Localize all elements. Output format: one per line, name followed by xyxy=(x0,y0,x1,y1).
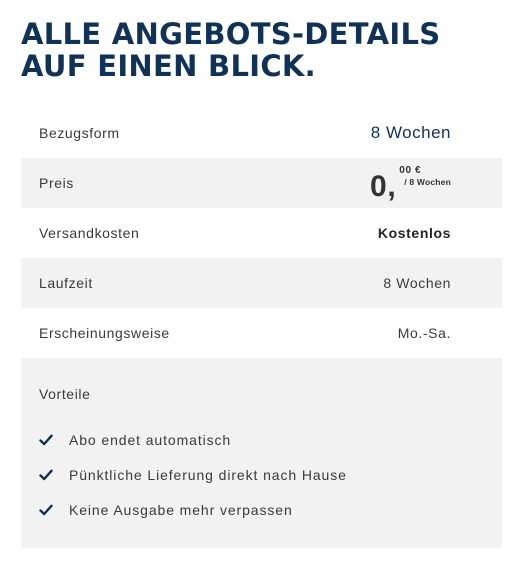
price-period: / 8 Wochen xyxy=(404,177,451,187)
checkmark-icon xyxy=(39,503,53,517)
checkmark-icon xyxy=(39,468,53,482)
detail-row-preis xyxy=(21,158,502,208)
benefit-text: Abo endet automatisch xyxy=(69,431,232,448)
detail-label: Bezugsform xyxy=(39,125,120,141)
benefit-item xyxy=(39,492,484,527)
detail-row-erscheinungsweise xyxy=(21,308,502,358)
benefits-section xyxy=(21,358,502,527)
benefit-item xyxy=(39,457,484,492)
price-value xyxy=(370,165,451,201)
benefits-title: Vorteile xyxy=(39,386,91,402)
detail-value: 8 Wochen xyxy=(383,275,451,291)
detail-value: Kostenlos xyxy=(377,225,451,241)
page-title: ALLE ANGEBOTS-DETAILS AUF EINEN BLICK. xyxy=(21,17,441,83)
benefit-text: Keine Ausgabe mehr verpassen xyxy=(69,501,293,518)
detail-label: Preis xyxy=(39,175,74,191)
offer-details-card xyxy=(21,108,502,548)
detail-label: Erscheinungsweise xyxy=(39,325,170,341)
detail-label: Versandkosten xyxy=(39,225,140,241)
benefit-item xyxy=(39,422,484,457)
detail-label: Laufzeit xyxy=(39,275,93,291)
price-main: 0, xyxy=(370,170,397,203)
detail-value: Mo.-Sa. xyxy=(397,325,451,341)
detail-row-versandkosten xyxy=(21,208,502,258)
checkmark-icon xyxy=(39,433,53,447)
detail-row-laufzeit xyxy=(21,258,502,308)
price-cents: 00 € xyxy=(399,165,422,176)
benefit-text: Pünktliche Lieferung direkt nach Hause xyxy=(69,466,347,483)
detail-value: 8 Wochen xyxy=(370,123,451,142)
detail-row-bezugsform xyxy=(21,108,502,158)
